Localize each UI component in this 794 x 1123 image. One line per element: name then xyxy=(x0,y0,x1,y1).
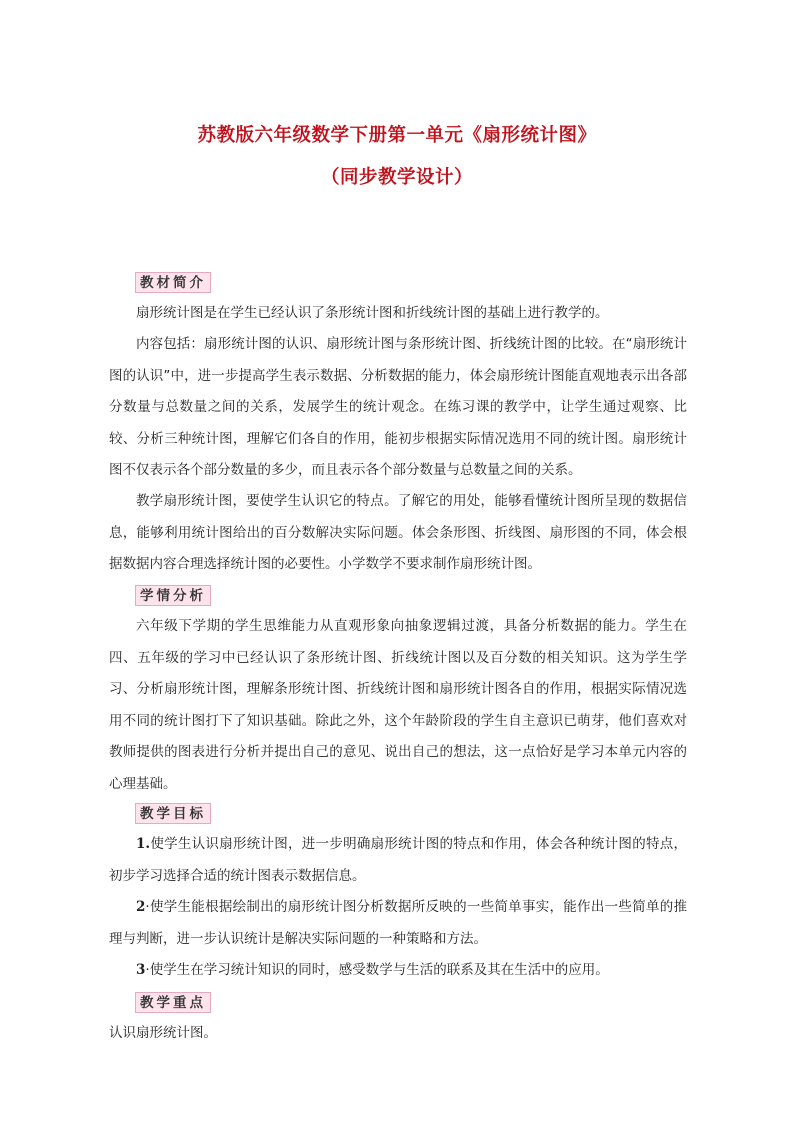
goal-number-3: 3 xyxy=(136,962,146,978)
document-title: 苏教版六年级数学下册第一单元《扇形统计图》 xyxy=(197,125,597,146)
goal-number-2: 2 xyxy=(136,899,146,915)
goal-text-1: 使学生认识扇形统计图，进一步明确扇形统计图的特点和作用，体会各种统计图的特点，初步学习选择合适的统计图表示数据信息。 xyxy=(109,836,687,884)
materials-paragraph-1: 扇形统计图是在学生已经认识了条形统计图和折线统计图的基础上进行教学的。 xyxy=(136,305,609,321)
keypoint-paragraph-1: 认识扇形统计图。 xyxy=(109,1025,217,1041)
goal-text-3: ·使学生在学习统计知识的同时，感受数学与生活的联系及其在生活中的应用。 xyxy=(145,962,609,978)
goal-item-2 xyxy=(109,892,687,955)
document-subtitle: （同步教学设计） xyxy=(320,167,473,188)
section-tag-keypoint: 教学重点 xyxy=(135,992,211,1013)
section-tag-goals: 教学目标 xyxy=(135,803,211,824)
goal-number-1: 1. xyxy=(136,836,151,852)
goal-text-2: ·使学生能根据绘制出的扇形统计图分析数据所反映的一些简单事实，能作出一些简单的推理与判断，进一步认识统计是解决实际问题的一种策略和方法。 xyxy=(109,899,687,947)
materials-paragraph-2: 内容包括：扇形统计图的认识、扇形统计图与条形统计图、折线统计图的比较。在“扇形统计图的认识”中，进一步提高学生表示数据、分析数据的能力，体会扇形统计图能直观地表示出各部分数量与总数量之间的关系，发展学生的统计观念。在练习课的教学中，让学生通过观察、比较、分析三种统计图，理解它们各自的作用，能初步根据实际情况选用不同的统计图。扇形统计图不仅表示各个部分数量的多少，而且表示各个部分数量与总数量之间的关系。 xyxy=(109,336,687,478)
goal-item-3 xyxy=(109,955,687,987)
materials-paragraph-3: 教学扇形统计图，要使学生认识它的特点。了解它的用处，能够看懂统计图所呈现的数据信息，能够利用统计图给出的百分数解决实际问题。体会条形图、折线图、扇形图的不同，体会根据数据内容合理选择统计图的必要性。小学数学不要求制作扇形统计图。 xyxy=(109,493,687,572)
section-tag-students: 学情分析 xyxy=(135,585,211,606)
goal-item-1 xyxy=(109,829,687,892)
students-paragraph-1: 六年级下学期的学生思维能力从直观形象向抽象逻辑过渡，具备分析数据的能力。学生在四、五年级的学习中已经认识了条形统计图、折线统计图以及百分数的相关知识。这为学生学习、分析扇形统计图，理解条形统计图、折线统计图和扇形统计图各自的作用，根据实际情况选用不同的统计图打下了知识基础。除此之外，这个年龄阶段的学生自主意识已萌芽，他们喜欢对教师提供的图表进行分析并提出自己的意见、说出自己的想法，这一点恰好是学习本单元内容的心理基础。 xyxy=(109,618,687,792)
section-tag-materials: 教材简介 xyxy=(135,272,211,293)
